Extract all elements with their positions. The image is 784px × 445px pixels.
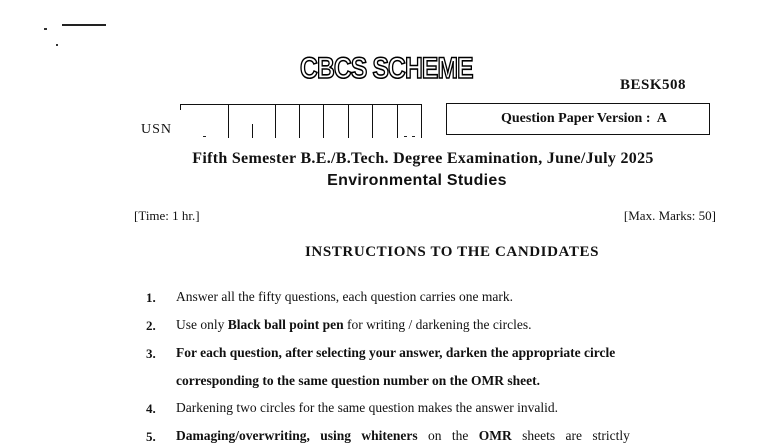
instruction-number: 1.: [146, 290, 156, 305]
instruction-text: For each question, after selecting your answer, darken the appropriate circle: [176, 345, 616, 360]
scan-speck: [62, 24, 106, 26]
instruction-text-part: sheets are strictly: [511, 428, 630, 443]
version-label: Question Paper Version :: [501, 111, 651, 126]
usn-label: USN: [141, 122, 173, 137]
usn-box-divider: [372, 104, 373, 138]
instruction-number: 4.: [146, 401, 156, 416]
scan-speck: [56, 44, 58, 46]
instruction-text-bold: Damaging/overwriting, using whiteners: [176, 428, 418, 443]
usn-box-divider: [397, 104, 398, 138]
usn-box-top-line: [180, 104, 422, 105]
usn-box-mark: [412, 136, 415, 137]
instruction-text: Answer all the fifty questions, each question carries one mark.: [176, 289, 514, 304]
usn-box-divider: [252, 124, 253, 138]
instruction-number: 2.: [146, 318, 156, 333]
instructions-heading: INSTRUCTIONS TO THE CANDIDATES: [304, 244, 600, 260]
instruction-text-part: for writing / darkening the circles.: [343, 317, 532, 332]
instruction-text-part: Use only: [176, 317, 228, 332]
scheme-title: CBCS SCHEME: [300, 52, 473, 85]
time-label: [Time: 1 hr.]: [134, 208, 200, 223]
subject-code: BESK508: [620, 77, 687, 93]
version-text: [501, 111, 667, 127]
usn-box-mark: [404, 136, 407, 137]
instruction-text: [176, 428, 630, 444]
exam-title: Fifth Semester B.E./B.Tech. Degree Examination, June/July 2025: [192, 150, 654, 167]
instruction-text: [176, 317, 532, 333]
scan-speck: [44, 28, 47, 30]
instruction-number: 5.: [146, 429, 156, 444]
usn-box-divider: [275, 104, 276, 138]
subject-title: Environmental Studies: [327, 172, 507, 189]
usn-box-divider: [421, 104, 422, 138]
usn-box-divider: [323, 104, 324, 138]
instruction-text-bold: OMR: [478, 428, 512, 443]
instruction-text-bold: Black ball point pen: [227, 317, 344, 332]
usn-box-divider: [299, 104, 300, 138]
instruction-text-part: on the: [417, 428, 479, 443]
usn-box-divider: [228, 104, 229, 138]
version-value: A: [656, 111, 667, 126]
usn-box-divider: [348, 104, 349, 138]
instruction-text: Darkening two circles for the same question makes the answer invalid.: [176, 400, 559, 415]
instruction-text: corresponding to the same question number on the OMR sheet.: [176, 373, 541, 388]
usn-box-divider: [180, 104, 181, 110]
usn-box-mark: [203, 136, 206, 137]
max-marks-label: [Max. Marks: 50]: [623, 208, 716, 223]
instruction-number: 3.: [146, 346, 156, 361]
